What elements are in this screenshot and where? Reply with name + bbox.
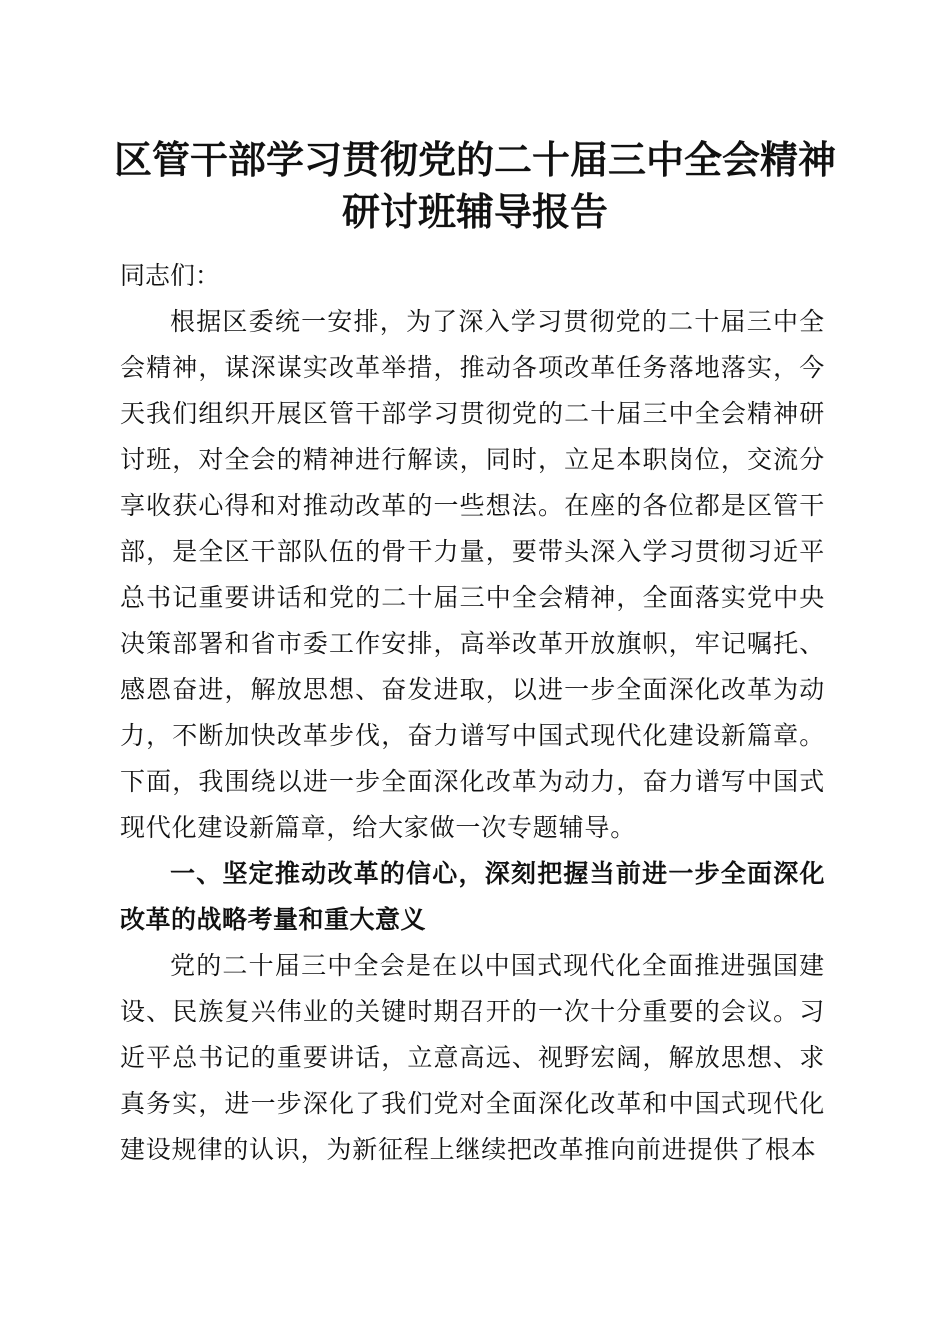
- section-heading: 一、坚定推动改革的信心，深刻把握当前进一步全面深化改革的战略考量和重大意义: [120, 859, 825, 934]
- section-paragraph: 党的二十届三中全会是在以中国式现代化全面推进强国建设、民族复兴伟业的关键时期召开的一次十分重要的会议。习近平总书记的重要讲话，立意高远、视野宏阔，解放思想、求真务实，进一步深化了我们党对全面深化改革和中国式现代化建设规律的认识，为新征程上继续把改革推向前进提供了根本: [120, 951, 825, 1164]
- greeting: 同志们：: [120, 261, 221, 290]
- intro-paragraph: 根据区委统一安排，为了深入学习贯彻党的二十届三中全会精神，谋深谋实改革举措，推动各项改革任务落地落实，今天我们组织开展区管干部学习贯彻党的二十届三中全会精神研讨班，对全会的精神进行解读，同时，立足本职岗位，交流分享收获心得和对推动改革的一些想法。在座的各位都是区管干部，是全区干部队伍的骨干力量，要带头深入学习贯彻习近平总书记重要讲话和党的二十届三中全会精神，全面落实党中央决策部署和省市委工作安排，高举改革开放旗帜，牢记嘱托、感恩奋进，解放思想、奋发进取，以进一步全面深化改革为动力，不断加快改革步伐，奋力谱写中国式现代化建设新篇章。下面，我围绕以进一步全面深化改革为动力，奋力谱写中国式现代化建设新篇章，给大家做一次专题辅导。: [120, 307, 825, 842]
- document-title: 区管干部学习贯彻党的二十届三中全会精神研讨班辅导报告: [113, 137, 836, 234]
- document-body: [120, 253, 825, 1173]
